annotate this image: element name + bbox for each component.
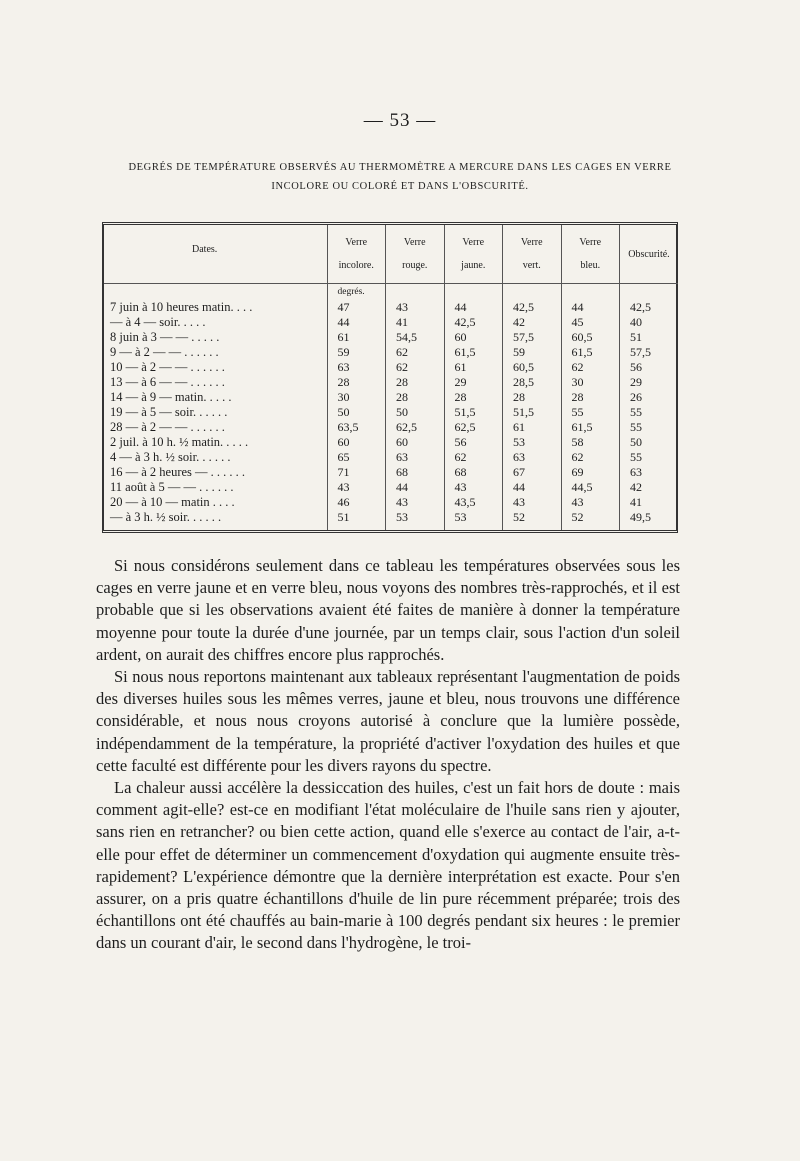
row-value: 55 — [561, 405, 620, 420]
row-date: 9 — à 2 — — . . . . . . — [104, 345, 327, 360]
row-value: 28 — [386, 390, 445, 405]
row-value: 60,5 — [561, 330, 620, 345]
caption-line-1: DEGRÉS DE TEMPÉRATURE OBSERVÉS AU THERMOMÈTRE A MERCURE DANS LES CAGES EN VERRE — [128, 162, 672, 173]
row-value: 61 — [503, 420, 562, 435]
row-value: 63 — [386, 450, 445, 465]
table-header-row — [104, 225, 678, 284]
row-value: 43 — [386, 495, 445, 510]
row-value: 43,5 — [444, 495, 503, 510]
unit-row — [104, 284, 678, 301]
row-value: 55 — [630, 450, 642, 464]
row-value: 62 — [561, 450, 620, 465]
row-value: 60 — [444, 330, 503, 345]
row-value: 45 — [561, 315, 620, 330]
row-date: 7 juin à 10 heures matin. . . . — [104, 300, 327, 315]
row-value: 68 — [444, 465, 503, 480]
row-value: 47 — [327, 300, 386, 315]
table-row — [104, 450, 678, 465]
row-value: 60,5 — [503, 360, 562, 375]
row-value: 30 — [561, 375, 620, 390]
row-value: 62,5 — [444, 420, 503, 435]
row-value: 43 — [561, 495, 620, 510]
row-value: 67 — [503, 465, 562, 480]
row-date: 2 juil. à 10 h. ½ matin. . . . . — [104, 435, 327, 450]
row-value: 50 — [327, 405, 386, 420]
row-value: 61,5 — [444, 345, 503, 360]
row-value: 53 — [444, 510, 503, 525]
table-caption — [100, 158, 700, 196]
row-value: 62,5 — [386, 420, 445, 435]
row-value: 50 — [386, 405, 445, 420]
row-value: 53 — [503, 435, 562, 450]
row-date: — à 4 — soir. . . . . — [104, 315, 327, 330]
row-value: 54,5 — [386, 330, 445, 345]
row-value: 60 — [327, 435, 386, 450]
header-dates: Dates. — [104, 225, 327, 284]
unit-label: degrés. — [327, 284, 386, 301]
row-value: 46 — [327, 495, 386, 510]
row-value: 63 — [503, 450, 562, 465]
row-date: — à 3 h. ½ soir. . . . . . — [104, 510, 327, 525]
row-value: 68 — [386, 465, 445, 480]
row-value: 59 — [327, 345, 386, 360]
header-verre-rouge: Verre rouge. — [386, 225, 445, 284]
row-value: 61 — [444, 360, 503, 375]
row-value: 57,5 — [630, 345, 651, 359]
row-value: 28 — [444, 390, 503, 405]
row-value: 43 — [503, 495, 562, 510]
paragraph: Si nous considérons seulement dans ce tableau les températures observées sous les cages en verre jaune et en verre bleu, nous voyons des nombres très-rapprochés, et il est probable que si les observations avaient été faites de manière à donner la température moyenne pour toute la durée d'une journée, par un temps clair, sous l'action d'un soleil ardent, on aurait des chiffres encore plus rapprochés. — [96, 556, 680, 664]
paragraph: La chaleur aussi accélère la dessiccation des huiles, c'est un fait hors de doute : mais comment agit-elle? est-ce en modifiant l'état moléculaire de l'huile sans rien y ajouter, sans rien en retrancher? ou bien cette action, quand elle s'exerce au contact de l'air, a-t-elle pour effet de déterminer un commencement d'oxydation qui augmente ensuite très-rapidement? L'expérience démontre que la dernière interprétation est exacte. Pour s'en assurer, on a pris quatre échantillons d'huile de lin pure récemment préparée; trois des échantillons ont été chauffés au bain-marie à 100 degrés pendant six heures : le premier dans un courant d'air, le second dans l'hydrogène, le troi- — [96, 778, 680, 953]
row-value: 57,5 — [503, 330, 562, 345]
row-value: 43 — [444, 480, 503, 495]
header-obscurite: Obscurité. — [620, 225, 679, 284]
row-value: 55 — [630, 405, 642, 419]
table-row — [104, 420, 678, 435]
row-value: 44,5 — [561, 480, 620, 495]
row-value: 65 — [327, 450, 386, 465]
row-value: 62 — [386, 360, 445, 375]
row-value: 42,5 — [630, 300, 651, 314]
table-row — [104, 390, 678, 405]
table-filler-row — [104, 525, 678, 530]
row-value: 69 — [561, 465, 620, 480]
row-value: 71 — [327, 465, 386, 480]
row-value: 52 — [561, 510, 620, 525]
row-value: 28 — [386, 375, 445, 390]
row-value: 28 — [561, 390, 620, 405]
row-value: 53 — [386, 510, 445, 525]
row-value: 44 — [561, 300, 620, 315]
table-row — [104, 495, 678, 510]
table-row — [104, 435, 678, 450]
table-row — [104, 315, 678, 330]
row-value: 62 — [444, 450, 503, 465]
caption-line-2: INCOLORE OU COLORÉ ET DANS L'OBSCURITÉ. — [271, 181, 529, 192]
row-value: 62 — [386, 345, 445, 360]
row-value: 52 — [503, 510, 562, 525]
header-verre-bleu: Verre bleu. — [561, 225, 620, 284]
row-date: 28 — à 2 — — . . . . . . — [104, 420, 327, 435]
header-verre-vert: Verre vert. — [503, 225, 562, 284]
row-value: 30 — [327, 390, 386, 405]
row-date: 4 — à 3 h. ½ soir. . . . . . — [104, 450, 327, 465]
row-value: 44 — [386, 480, 445, 495]
row-value: 51,5 — [503, 405, 562, 420]
row-value: 62 — [561, 360, 620, 375]
row-value: 29 — [630, 375, 642, 389]
row-value: 51 — [327, 510, 386, 525]
body-text — [96, 555, 680, 955]
row-value: 58 — [561, 435, 620, 450]
row-value: 61,5 — [561, 420, 620, 435]
row-value: 26 — [630, 390, 642, 404]
row-value: 42,5 — [503, 300, 562, 315]
row-value: 40 — [630, 315, 642, 329]
row-date: 13 — à 6 — — . . . . . . — [104, 375, 327, 390]
row-value: 28,5 — [503, 375, 562, 390]
row-value: 50 — [630, 435, 642, 449]
row-value: 63 — [630, 465, 642, 479]
row-date: 14 — à 9 — matin. . . . . — [104, 390, 327, 405]
table-row — [104, 405, 678, 420]
row-value: 28 — [503, 390, 562, 405]
temperature-table — [102, 222, 678, 533]
row-value: 61 — [327, 330, 386, 345]
row-value: 55 — [630, 420, 642, 434]
table-row — [104, 375, 678, 390]
row-value: 43 — [327, 480, 386, 495]
row-date: 20 — à 10 — matin . . . . — [104, 495, 327, 510]
row-value: 42,5 — [444, 315, 503, 330]
header-verre-jaune: Verre jaune. — [444, 225, 503, 284]
table-row — [104, 510, 678, 525]
row-value: 41 — [630, 495, 642, 509]
paragraph: Si nous nous reportons maintenant aux tableaux représentant l'augmentation de poids des diverses huiles sous les mêmes verres, jaune et bleu, nous trouvons une différence considérable, et nous nous croyons autorisé à conclure que la lumière possède, indépendamment de la température, la propriété d'activer l'oxydation des huiles et que cette faculté est différente pour les divers rayons du spectre. — [96, 667, 680, 775]
row-value: 51,5 — [444, 405, 503, 420]
row-value: 51 — [630, 330, 642, 344]
row-value: 60 — [386, 435, 445, 450]
table-row — [104, 345, 678, 360]
row-value: 41 — [386, 315, 445, 330]
page-number: — 53 — — [363, 110, 437, 131]
row-date: 16 — à 2 heures — . . . . . . — [104, 465, 327, 480]
table-row — [104, 480, 678, 495]
header-verre-incolore: Verre incolore. — [327, 225, 386, 284]
row-value: 61,5 — [561, 345, 620, 360]
row-value: 49,5 — [630, 510, 651, 524]
table-row — [104, 465, 678, 480]
row-value: 28 — [327, 375, 386, 390]
row-value: 44 — [327, 315, 386, 330]
row-date: 8 juin à 3 — — . . . . . — [104, 330, 327, 345]
table-row — [104, 330, 678, 345]
row-value: 29 — [444, 375, 503, 390]
row-value: 56 — [630, 360, 642, 374]
row-value: 44 — [503, 480, 562, 495]
row-value: 63,5 — [327, 420, 386, 435]
row-value: 44 — [444, 300, 503, 315]
row-date: 11 août à 5 — — . . . . . . — [104, 480, 327, 495]
row-value: 59 — [503, 345, 562, 360]
row-value: 42 — [503, 315, 562, 330]
row-value: 63 — [327, 360, 386, 375]
row-date: 19 — à 5 — soir. . . . . . — [104, 405, 327, 420]
row-value: 43 — [386, 300, 445, 315]
row-value: 42 — [630, 480, 642, 494]
row-date: 10 — à 2 — — . . . . . . — [104, 360, 327, 375]
row-value: 56 — [444, 435, 503, 450]
table-row — [104, 300, 678, 315]
table-row — [104, 360, 678, 375]
